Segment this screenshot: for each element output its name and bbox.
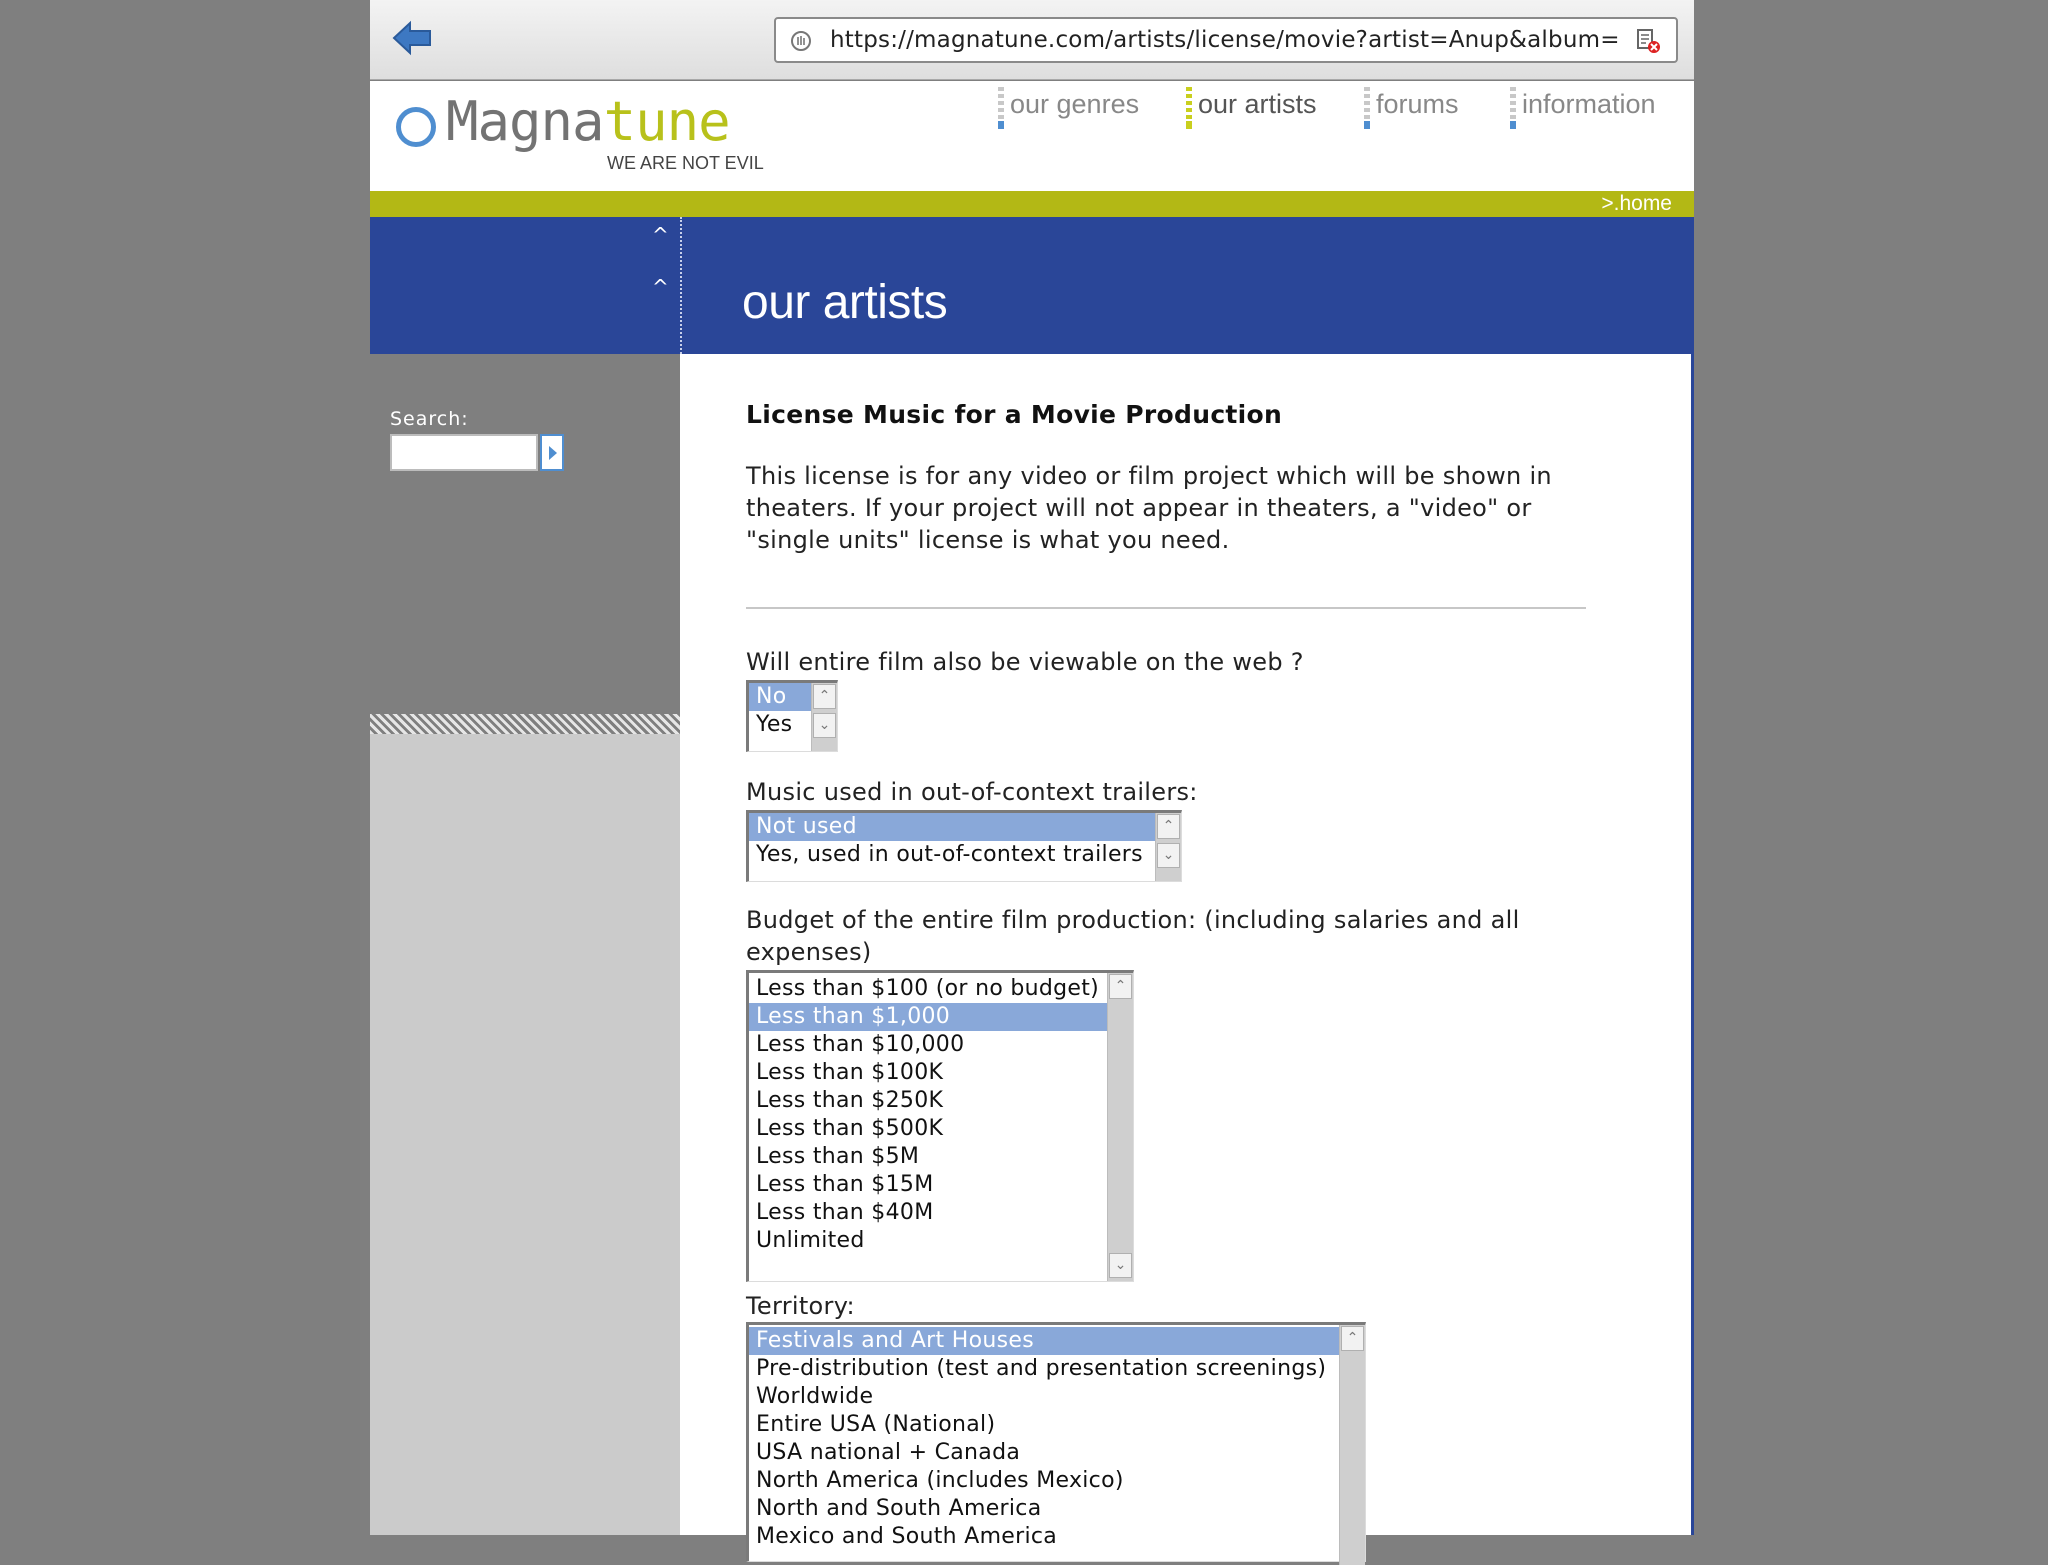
select-option[interactable]: Unlimited	[756, 1228, 865, 1253]
trailers-label: Music used in out-of-context trailers:	[746, 778, 1198, 806]
select-option[interactable]: Less than $500K	[756, 1116, 944, 1141]
collapse-up-icon[interactable]: ^	[652, 275, 669, 299]
scroll-down-icon[interactable]: ⌄	[1109, 1253, 1132, 1278]
logo-part1: Magna	[446, 90, 604, 153]
privacy-icon[interactable]	[1634, 27, 1662, 55]
select-option[interactable]: Less than $10,000	[756, 1032, 965, 1057]
section-banner	[370, 217, 1694, 354]
nav-information[interactable]	[1510, 87, 1656, 131]
select-option[interactable]: Less than $15M	[756, 1172, 934, 1197]
nav-label: our artists	[1198, 89, 1317, 119]
scrollbar[interactable]	[811, 683, 837, 751]
site-logo[interactable]	[446, 90, 730, 153]
sidebar-lower-panel	[370, 734, 680, 1535]
web-viewable-select[interactable]	[746, 680, 838, 752]
scroll-up-icon[interactable]: ⌃	[813, 684, 836, 709]
select-option[interactable]: Mexico and South America	[756, 1524, 1058, 1549]
territory-label: Territory:	[746, 1292, 855, 1320]
tagline: WE ARE NOT EVIL	[607, 153, 764, 173]
scrollbar[interactable]	[1339, 1325, 1365, 1565]
search-label: Search:	[390, 408, 469, 430]
scroll-down-icon[interactable]: ⌄	[813, 713, 836, 738]
scroll-down-icon[interactable]: ⌄	[1157, 843, 1180, 868]
select-option[interactable]: Pre-distribution (test and presentation screenings)	[756, 1356, 1327, 1381]
select-option[interactable]: Worldwide	[756, 1384, 874, 1409]
budget-select[interactable]	[746, 970, 1134, 1282]
web-viewable-label: Will entire film also be viewable on the web ?	[746, 648, 1304, 676]
divider	[746, 607, 1586, 609]
select-option[interactable]: Not used	[749, 813, 1157, 841]
back-button[interactable]	[390, 16, 434, 60]
address-bar[interactable]	[774, 17, 1678, 63]
home-link[interactable]: >.home	[1601, 192, 1672, 215]
section-title: our artists	[742, 276, 948, 329]
main-content	[680, 354, 1694, 1549]
browser-toolbar	[370, 0, 1694, 80]
search-go-icon[interactable]	[540, 434, 564, 471]
select-option[interactable]: Less than $250K	[756, 1088, 944, 1113]
back-arrow-icon	[392, 20, 432, 56]
intro-text: This license is for any video or film project which will be shown in theaters. If your project will not appear in theaters, a "video" or "single units" license is what you need.	[746, 462, 1552, 554]
nav-label: our genres	[1010, 89, 1140, 119]
select-option[interactable]: North and South America	[756, 1496, 1042, 1521]
page-title: License Music for a Movie Production	[746, 400, 1283, 429]
select-option[interactable]: Festivals and Art Houses	[749, 1327, 1341, 1355]
search-input[interactable]	[390, 434, 538, 471]
scroll-up-icon[interactable]: ⌃	[1341, 1326, 1364, 1351]
nav-our-artists[interactable]	[1186, 87, 1317, 131]
logo-icon[interactable]	[396, 107, 436, 147]
nav-label: forums	[1376, 89, 1459, 119]
browser-window	[370, 0, 1694, 1549]
left-sidebar	[370, 354, 680, 1535]
site-info-icon	[790, 30, 812, 52]
collapse-up-icon[interactable]: ^	[652, 223, 669, 247]
select-option[interactable]: Less than $1,000	[749, 1003, 1109, 1031]
select-option[interactable]: Less than $100K	[756, 1060, 944, 1085]
nav-our-genres[interactable]	[998, 87, 1139, 131]
scroll-up-icon[interactable]: ⌃	[1157, 814, 1180, 839]
nav-forums[interactable]	[1364, 87, 1459, 131]
scroll-up-icon[interactable]: ⌃	[1109, 974, 1132, 999]
territory-select[interactable]	[746, 1322, 1366, 1562]
logo-part2: tune	[603, 90, 730, 153]
select-option[interactable]: Yes	[756, 712, 793, 737]
select-option[interactable]: USA national + Canada	[756, 1440, 1021, 1465]
select-option[interactable]: Less than $100 (or no budget)	[756, 976, 1100, 1001]
sidebar-divider	[370, 714, 680, 734]
select-option[interactable]: No	[749, 683, 813, 711]
breadcrumb-strip	[370, 191, 1694, 217]
budget-label: Budget of the entire film production: (including salaries and all expenses)	[746, 906, 1520, 966]
select-option[interactable]: Less than $40M	[756, 1200, 934, 1225]
trailers-select[interactable]	[746, 810, 1182, 882]
select-option[interactable]: Yes, used in out-of-context trailers	[756, 842, 1143, 867]
url-text: https://magnatune.com/artists/license/movie?artist=Anup&album=	[830, 27, 1620, 53]
site-header	[370, 81, 1694, 191]
select-option[interactable]: Less than $5M	[756, 1144, 920, 1169]
nav-label: information	[1522, 89, 1656, 119]
scrollbar[interactable]	[1155, 813, 1181, 881]
select-option[interactable]: Entire USA (National)	[756, 1412, 996, 1437]
select-option[interactable]: North America (includes Mexico)	[756, 1468, 1124, 1493]
scrollbar[interactable]	[1107, 973, 1133, 1281]
